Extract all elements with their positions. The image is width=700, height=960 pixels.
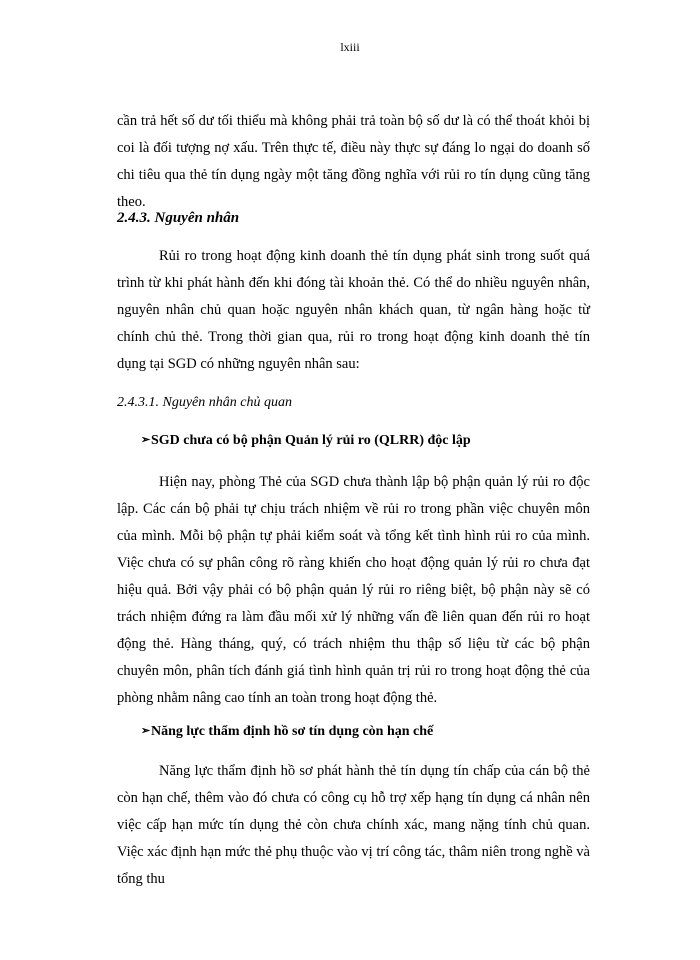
bullet-heading-2-text: Năng lực thẩm định hồ sơ tín dụng còn hạn chế	[151, 724, 434, 739]
arrow-bullet-icon: ➢	[141, 434, 151, 446]
paragraph-bullet-2: Năng lực thẩm định hồ sơ phát hành thẻ tín dụng tín chấp của cán bộ thẻ còn hạn chế, thêm vào đó chưa có công cụ hỗ trợ xếp hạng tín dụng cá nhân nên việc cấp hạn mức tín dụng thẻ còn chưa chính xác, mang nặng tính chủ quan. Việc xác định hạn mức thẻ phụ thuộc vào vị trí công tác, thâm niên trong nghề và tổng thu	[117, 763, 590, 887]
arrow-bullet-icon: ➢	[141, 725, 151, 737]
subsection-heading: 2.4.3.1. Nguyên nhân chủ quan	[117, 395, 292, 410]
paragraph-causes: Rủi ro trong hoạt động kinh doanh thẻ tín dụng phát sinh trong suốt quá trình từ khi phát hành đến khi đóng tài khoản thẻ. Có thể do nhiều nguyên nhân, nguyên nhân chủ quan hoặc nguyên nhân khách quan, từ ngân hàng hoặc từ chính chủ thẻ. Trong thời gian qua, rủi ro trong hoạt động kinh doanh thẻ tín dụng tại SGD có những nguyên nhân sau:	[117, 248, 590, 372]
paragraph-bullet-1: Hiện nay, phòng Thẻ của SGD chưa thành lập bộ phận quản lý rủi ro độc lập. Các cán bộ phải tự chịu trách nhiệm về rủi ro trong phần việc chuyên môn của mình. Mỗi bộ phận tự phải kiểm soát và tổng kết tình hình rủi ro của mình. Việc chưa có sự phân công rõ ràng khiến cho hoạt động quản lý rủi ro chưa đạt hiệu quả. Bởi vậy phải có bộ phận quản lý rủi ro riêng biệt, bộ phận này sẽ có trách nhiệm đứng ra làm đầu mối xử lý những vấn đề liên quan đến rủi ro hoạt động thẻ. Hàng tháng, quý, có trách nhiệm thu thập số liệu từ các bộ phận chuyên môn, phân tích đánh giá tình hình quản trị rủi ro trong hoạt động thẻ của phòng nhằm nâng cao tính an toàn trong hoạt động thẻ.	[117, 474, 590, 706]
bullet-heading-1	[141, 427, 591, 454]
section-heading: 2.4.3. Nguyên nhân	[117, 210, 240, 226]
page-number: lxiii	[340, 40, 360, 54]
bullet-heading-1-text: SGD chưa có bộ phận Quản lý rủi ro (QLRR) độc lập	[151, 433, 471, 448]
paragraph-intro: cần trả hết số dư tối thiểu mà không phải trả toàn bộ số dư là có thể thoát khỏi bị coi là đối tượng nợ xấu. Trên thực tế, điều này thực sự đáng lo ngại do doanh số chi tiêu qua thẻ tín dụng ngày một tăng đồng nghĩa với rủi ro tín dụng cũng tăng theo.	[117, 113, 590, 210]
bullet-heading-2	[141, 718, 591, 745]
